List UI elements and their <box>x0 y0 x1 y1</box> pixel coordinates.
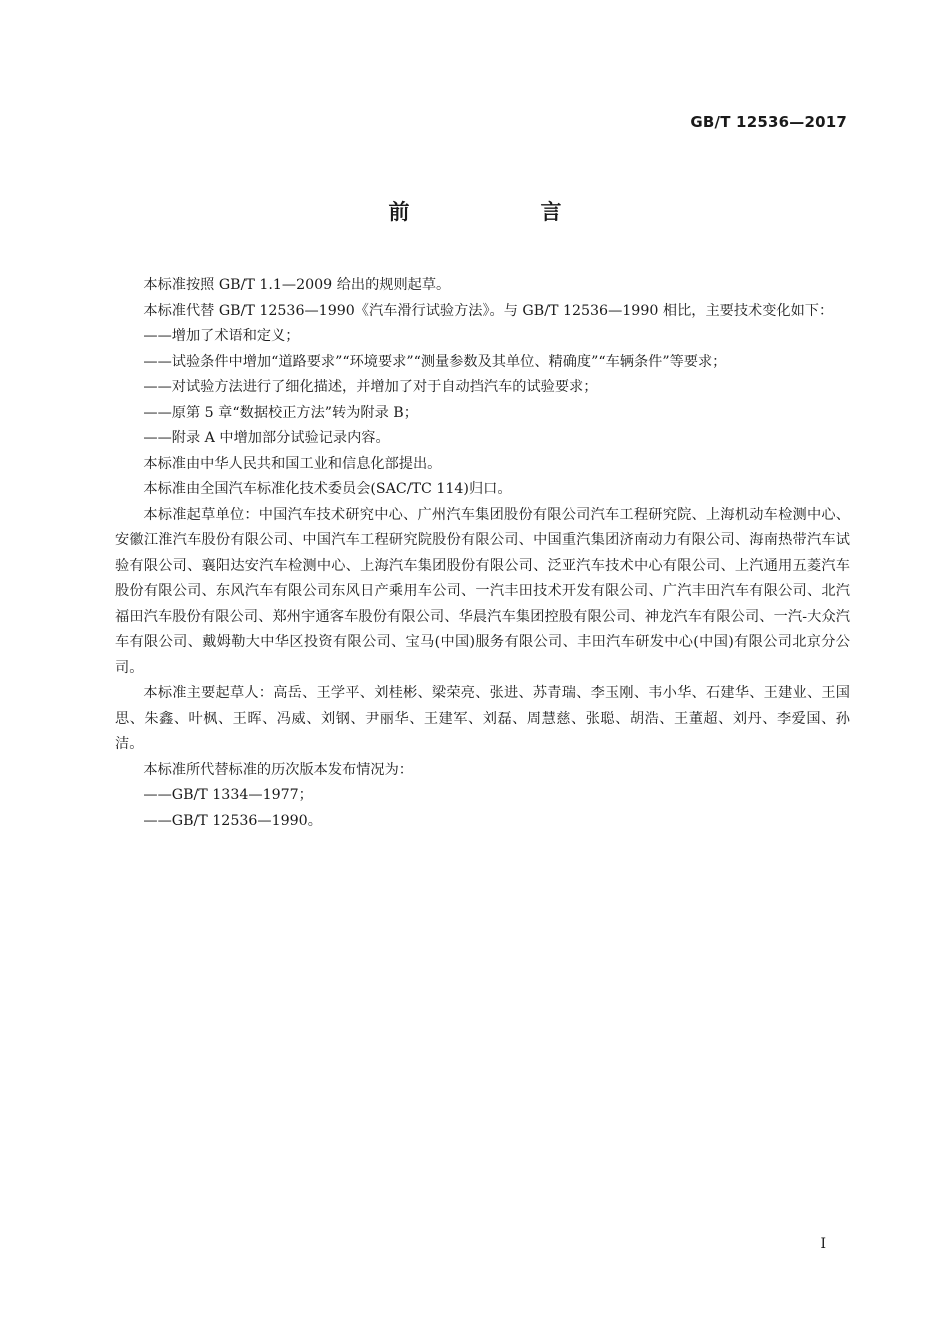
paragraph-replaces: 本标准代替 GB/T 12536—1990《汽车滑行试验方法》。与 GB/T 12536—1990 相比，主要技术变化如下： <box>143 302 834 319</box>
page-number: I <box>820 1236 826 1252</box>
paragraph-history: 本标准所代替标准的历次版本发布情况为： <box>143 761 413 778</box>
paragraph-proposer: 本标准由中华人民共和国工业和信息化部提出。 <box>143 455 442 472</box>
paragraph-drafters: 本标准主要起草人：高岳、王学平、刘桂彬、梁荣亮、张进、苏青瑞、李玉刚、韦小华、石建华、王建业、王国思、朱鑫、叶枫、王晖、冯威、刘钢、尹丽华、王建军、刘磊、周慧慈、张聪、胡浩、王董超、刘丹、李爱国、孙洁。 <box>115 685 850 752</box>
change-item-methods: ——对试验方法进行了细化描述，并增加了对于自动挡汽车的试验要求； <box>143 379 598 395</box>
change-item-conditions: ——试验条件中增加“道路要求”“环境要求”“测量参数及其单位、精确度”“车辆条件”等要求； <box>143 353 727 370</box>
change-item-annex-a: ——附录 A 中增加部分试验记录内容。 <box>143 430 390 446</box>
change-item-chapter5: ——原第 5 章“数据校正方法”转为附录 B； <box>143 404 418 421</box>
page-title: 前 言 <box>388 200 617 224</box>
history-item-1990: ——GB/T 12536—1990。 <box>143 812 322 829</box>
document-body <box>115 273 850 834</box>
paragraph-drafting-rules: 本标准按照 GB/T 1.1—2009 给出的规则起草。 <box>143 277 451 293</box>
paragraph-drafting-units: 本标准起草单位：中国汽车技术研究中心、广州汽车集团股份有限公司汽车工程研究院、上海机动车检测中心、安徽江淮汽车股份有限公司、中国汽车工程研究院股份有限公司、中国重汽集团济南动力有限公司、海南热带汽车试验有限公司、襄阳达安汽车检测中心、上海汽车集团股份有限公司、泛亚汽车技术中心有限公司、上汽通用五菱汽车股份有限公司、东风汽车有限公司东风日产乘用车公司、一汽丰田技术开发有限公司、广汽丰田汽车有限公司、北汽福田汽车股份有限公司、郑州宇通客车股份有限公司、华晨汽车集团控股有限公司、神龙汽车有限公司、一汽-大众汽车有限公司、戴姆勒大中华区投资有限公司、宝马(中国)服务有限公司、丰田汽车研发中心(中国)有限公司北京分公司。 <box>115 506 850 676</box>
change-item-terms: ——增加了术语和定义； <box>143 328 300 344</box>
paragraph-committee: 本标准由全国汽车标准化技术委员会(SAC/TC 114)归口。 <box>143 481 512 497</box>
history-item-1977: ——GB/T 1334—1977； <box>143 787 313 803</box>
standard-code: GB/T 12536—2017 <box>690 113 847 131</box>
